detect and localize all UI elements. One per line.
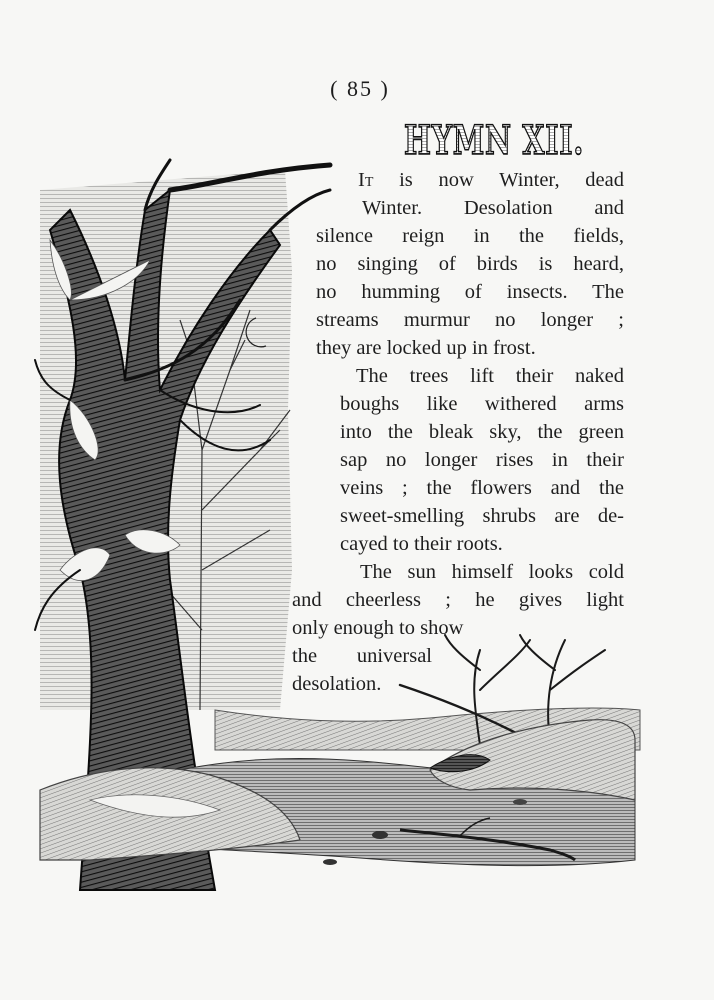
text-line: Winter. Desolation and — [362, 197, 624, 219]
text-line: no singing of birds is heard, — [316, 253, 624, 275]
text-line: The sun himself looks cold — [360, 561, 624, 583]
text-line: the universal — [292, 645, 432, 667]
text-line: silence reign in the fields, — [316, 225, 624, 247]
stone — [372, 831, 388, 839]
stone — [323, 859, 337, 865]
text-line: no humming of insects. The — [316, 281, 624, 303]
stone — [513, 799, 527, 805]
text-line: cayed to their roots. — [340, 533, 503, 555]
text-line: and cheerless ; he gives light — [292, 589, 624, 611]
text-line: desolation. — [292, 673, 382, 695]
text-line: sweet-smelling shrubs are de- — [340, 505, 624, 527]
text-line: into the bleak sky, the green — [340, 421, 624, 443]
text-line: they are locked up in frost. — [316, 337, 536, 359]
text-line: The trees lift their naked — [356, 365, 624, 387]
text-line: streams murmur no longer ; — [316, 309, 624, 331]
text-line: It is now Winter, dead — [358, 169, 624, 191]
text-line: only enough to show — [292, 617, 464, 639]
text-line: veins ; the flowers and the — [340, 477, 624, 499]
page-number: ( 85 ) — [330, 76, 390, 101]
hymn-title-text: HYMN XII. — [404, 117, 584, 164]
text-line: sap no longer rises in their — [340, 449, 624, 471]
text-line: boughs like withered arms — [340, 393, 624, 415]
